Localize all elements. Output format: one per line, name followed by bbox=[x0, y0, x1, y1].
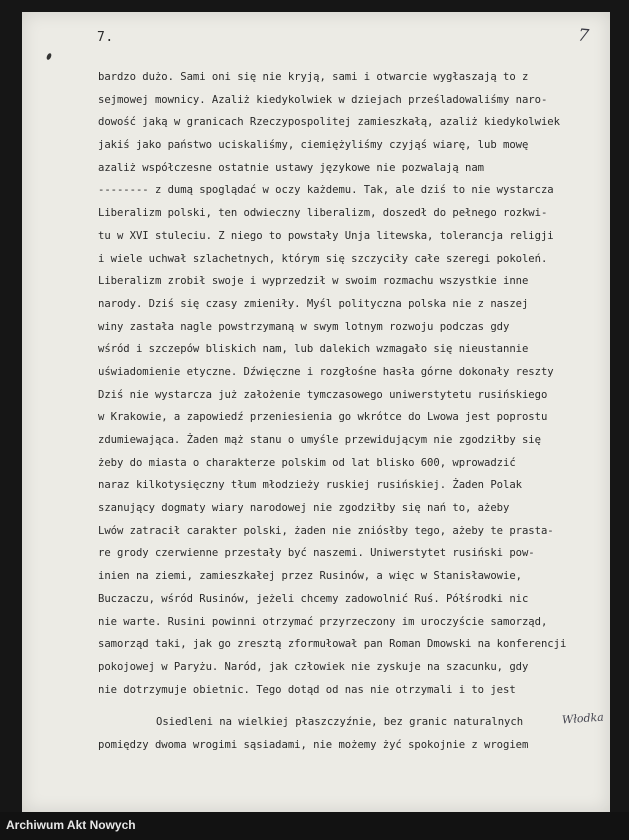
text-line: -------- z dumą spoglądać w oczy każdemu. Tak, ale dziś to nie wystarcza bbox=[98, 184, 554, 197]
text-line: żeby do miasta o charakterze polskim od lat blisko 600, wprowadzić bbox=[98, 456, 516, 469]
text-line: Liberalizm zrobił swoje i wyprzedził w swoim rozmachu wszystkie inne bbox=[98, 275, 529, 288]
text-line: Liberalizm polski, ten odwieczny liberalizm, doszedł do pełnego rozkwi- bbox=[98, 207, 548, 220]
text-line: szanujący dogmaty wiary narodowej nie zgodziłby się nań to, ażeby bbox=[98, 502, 510, 515]
text-line: pomiędzy dwoma wrogimi sąsiadami, nie możemy żyć spokojnie z wrogiem bbox=[98, 738, 529, 751]
archive-footer bbox=[0, 812, 629, 840]
text-line: Dziś nie wystarcza już założenie tymczasowego uniwerstytetu rusińskiego bbox=[98, 388, 548, 401]
text-line: jakiś jako państwo uciskaliśmy, ciemiężyliśmy czyjąś wiarę, lub mowę bbox=[98, 139, 529, 152]
text-line: narody. Dziś się czasy zmieniły. Myśl polityczna polska nie z naszej bbox=[98, 297, 529, 310]
text-line: tu w XVI stuleciu. Z niego to powstały Unja litewska, tolerancja religji bbox=[98, 229, 554, 242]
text-line: Buczaczu, wśród Rusinów, jeżeli chcemy zadowolnić Ruś. Półśrodki nic bbox=[98, 592, 529, 605]
paragraph-gap bbox=[98, 701, 598, 711]
text-line: Osiedleni na wielkiej płaszczyźnie, bez granic naturalnych bbox=[156, 716, 524, 729]
text-line: dowość jaką w granicach Rzeczypospolitej zamieszkałą, azaliż kiedykolwiek bbox=[98, 116, 560, 129]
text-line: naraz kilkotysięczny tłum młodzieży ruskiej rusińskiej. Żaden Polak bbox=[98, 479, 522, 492]
text-line: nie dotrzymuje obietnic. Tego dotąd od nas nie otrzymali i to jest bbox=[98, 683, 516, 696]
text-line: pokojowej w Paryżu. Naród, jak człowiek nie zyskuje na szacunku, gdy bbox=[98, 660, 529, 673]
text-line: w Krakowie, a zapowiedź przeniesienia go wkrótce do Lwowa jest poprostu bbox=[98, 411, 548, 424]
handwritten-margin-note: Włodka bbox=[561, 710, 605, 727]
text-line: inien na ziemi, zamieszkałej przez Rusinów, a więc w Stanisławowie, bbox=[98, 570, 522, 583]
text-line: Lwów zatracił carakter polski, żaden nie zniósłby tego, ażeby te prasta- bbox=[98, 524, 554, 537]
archive-label: Archiwum Akt Nowych bbox=[6, 818, 136, 832]
text-line: bardzo dużo. Sami oni się nie kryją, sami i otwarcie wygłaszają to z bbox=[98, 71, 529, 83]
page-number-typed: 7. bbox=[97, 30, 114, 45]
text-line: i wiele uchwał szlachetnych, którym się szczyciły całe szeregi pokoleń. bbox=[98, 252, 548, 265]
text-line: samorząd taki, jak go zresztą zformułował pan Roman Dmowski na konferencji bbox=[98, 638, 567, 651]
text-line: re grody czerwienne przestały być naszemi. Uniwerstytet rusiński pow- bbox=[98, 547, 535, 560]
typed-text-body bbox=[98, 66, 598, 757]
text-line: wśród i szczepów bliskich nam, lub dalekich wzmagało się nieustannie bbox=[98, 343, 529, 356]
text-line: zdumiewająca. Żaden mąż stanu o umyśle przewidującym nie zgodziłby się bbox=[98, 434, 541, 446]
page-number-handwritten: 7 bbox=[576, 25, 590, 47]
text-line: uświadomienie etyczne. Dźwięczne i rozgłośne hasła górne dokonały reszty bbox=[98, 365, 554, 378]
text-line: nie warte. Rusini powinni otrzymać przyrzeczony im uroczyście samorząd, bbox=[98, 615, 548, 628]
text-line: sejmowej mownicy. Azaliż kiedykolwiek w dziejach prześladowaliśmy naro- bbox=[98, 93, 548, 106]
text-line: azaliż współczesne ostatnie ustawy językowe nie pozwalają nam bbox=[98, 161, 485, 174]
text-line: winy zastała nagle powstrzymaną w swym lotnym rozwoju podczas gdy bbox=[98, 320, 510, 333]
